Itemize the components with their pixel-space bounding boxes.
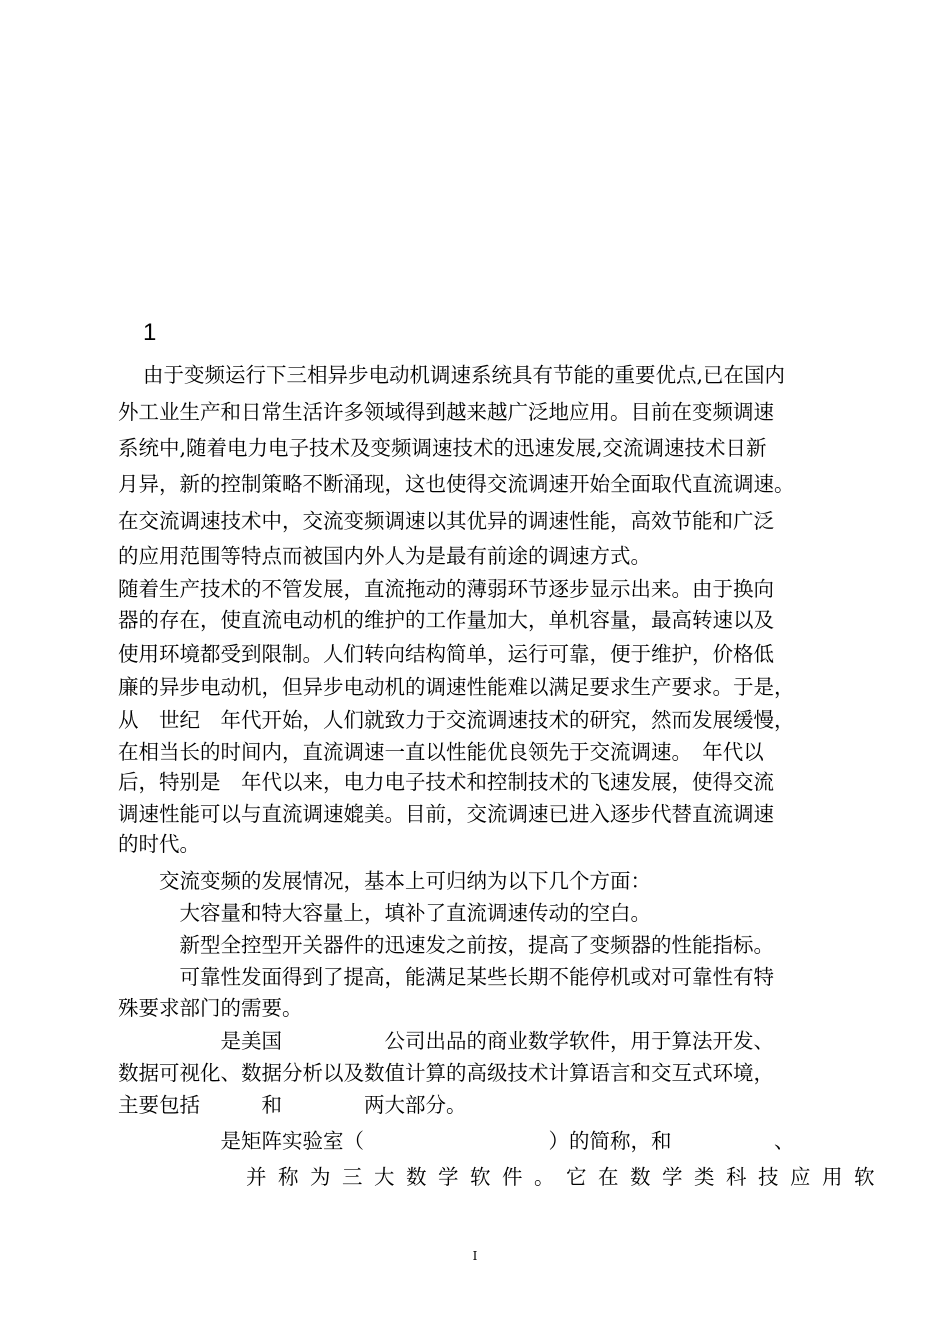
paragraph-line: 是美国 公司出品的商业数学软件，用于算法开发、	[118, 1029, 774, 1053]
paragraph-line: 器的存在，使直流电动机的维护的工作量加大，单机容量，最高转速以及	[118, 608, 774, 632]
paragraph-line: 月异，新的控制策略不断涌现，这也使得交流调速开始全面取代直流调速。	[118, 472, 795, 496]
list-item: 大容量和特大容量上，填补了直流调速传动的空白。	[118, 901, 651, 925]
paragraph-line: 系统中,随着电力电子技术及变频调速技术的迅速发展,交流调速技术日新	[118, 436, 767, 460]
paragraph-line: 的时代。	[118, 832, 200, 856]
paragraph-line: 主要包括 和 两大部分。	[118, 1093, 467, 1117]
paragraph-line: 在交流调速技术中，交流变频调速以其优异的调速性能，高效节能和广泛	[118, 509, 774, 533]
paragraph-line: 由于变频运行下三相异步电动机调速系统具有节能的重要优点,已在国内	[143, 363, 786, 387]
page-number: I	[472, 1249, 478, 1263]
paragraph-line: 交流变频的发展情况，基本上可归纳为以下几个方面：	[118, 869, 651, 893]
paragraph-line: 随着生产技术的不管发展，直流拖动的薄弱环节逐步显示出来。由于换向	[118, 577, 774, 601]
paragraph-line: 外工业生产和日常生活许多领域得到越来越广泛地应用。目前在变频调速	[118, 400, 774, 424]
list-item: 新型全控型开关器件的迅速发之前按，提高了变频器的性能指标。	[118, 933, 774, 957]
paragraph-line: 殊要求部门的需要。	[118, 996, 303, 1020]
section-heading: 1	[143, 319, 157, 346]
paragraph-line: 数据可视化、数据分析以及数值计算的高级技术计算语言和交互式环境，	[118, 1061, 774, 1085]
paragraph-line: 并称为三大数学软件。它在数学类科技应用软	[118, 1165, 886, 1189]
paragraph-line: 的应用范围等特点而被国内外人为是最有前途的调速方式。	[118, 544, 651, 568]
paragraph-line: 在相当长的时间内，直流调速一直以性能优良领先于交流调速。 年代以	[118, 740, 764, 764]
paragraph-line: 使用环境都受到限制。人们转向结构简单，运行可靠，便于维护，价格低	[118, 642, 774, 666]
paragraph-line: 是矩阵实验室（ ）的简称，和 、	[118, 1129, 795, 1153]
paragraph-line: 后，特别是 年代以来，电力电子技术和控制技术的飞速发展，使得交流	[118, 770, 774, 794]
list-item: 可靠性发面得到了提高，能满足某些长期不能停机或对可靠性有特	[118, 965, 774, 989]
paragraph-line: 从 世纪 年代开始，人们就致力于交流调速技术的研究，然而发展缓慢，	[118, 708, 795, 732]
paragraph-line: 调速性能可以与直流调速媲美。目前，交流调速已进入逐步代替直流调速	[118, 802, 774, 826]
paragraph-line: 廉的异步电动机，但异步电动机的调速性能难以满足要求生产要求。于是，	[118, 675, 795, 699]
